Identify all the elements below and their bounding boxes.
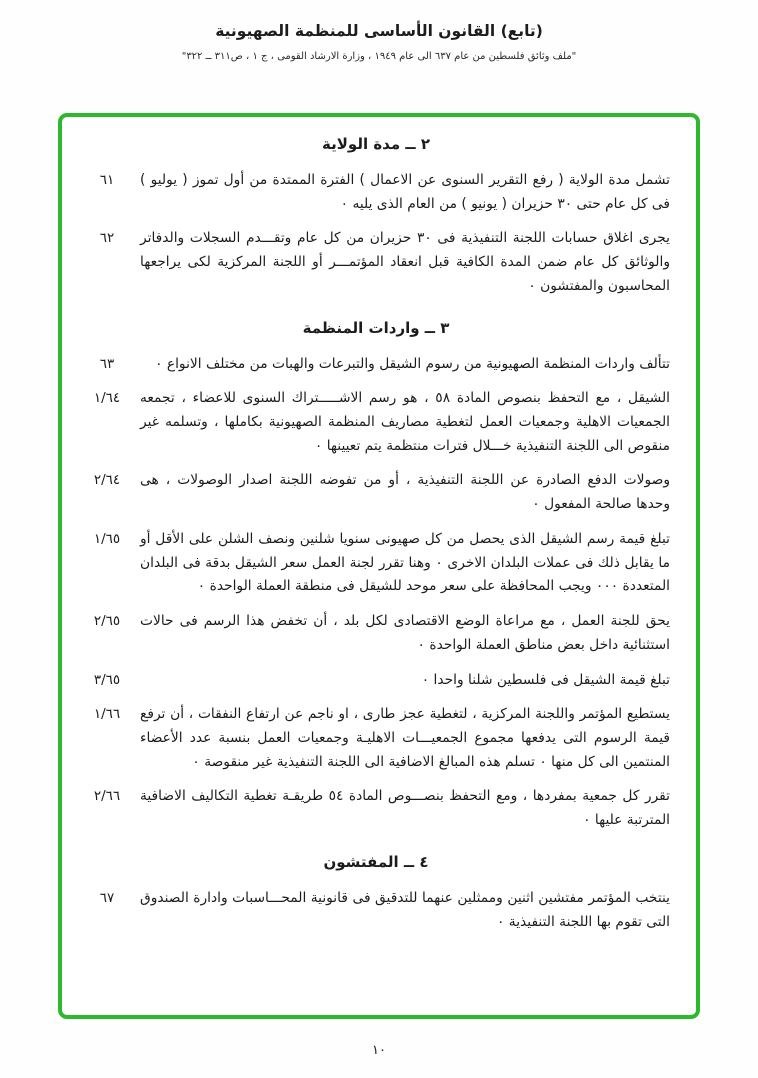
article-number: ٢/٦٥ [93, 613, 121, 630]
article-text: الشيقل ، مع التحفظ بنصوص المادة ٥٨ ، هو رسم الاشـــــتراك السنوى للاعضاء ، تجمعه الجمعيات الاهلية وجمعيات العمل لتغطية مصاريف المنظمة الصهيونية بكاملها ، وتسلمه غير منقوص الى اللجنة التنفيذية خـــلال فترات منتظمة يتم تعيينها ٠ [140, 390, 670, 454]
article-text: تقرر كل جمعية بمفردها ، ومع التحفظ بنصـــوص المادة ٥٤ طريقـة تغطية التكاليف الاضافية المترتبة عليها ٠ [140, 788, 671, 829]
section-inspectors [82, 853, 670, 934]
article-text: تتألف واردات المنظمة الصهيونية من رسوم الشيقل والتبرعات والهبات من مختلف الانواع ٠ [155, 355, 670, 372]
article-65-1 [82, 528, 670, 599]
article-text: يجرى اغلاق حسابات اللجنة التنفيذية فى ٣٠ حزيران من كل عام وتقـــدم السجلات والدفاتر والوثائق كل عام ضمن المدة الكافية قبل انعقاد المؤتمـــر أو اللجنة المركزية لكى يراجعها المحاسبون والمفتشون ٠ [140, 230, 670, 294]
article-64-1 [82, 387, 670, 458]
article-number: ٢/٦٤ [93, 472, 121, 489]
article-number: ٣/٦٥ [93, 671, 121, 688]
section-heading: ٢ ــ مدة الولاية [322, 135, 430, 153]
article-66-1 [82, 703, 670, 774]
article-61 [82, 169, 670, 216]
article-65-3 [82, 669, 670, 693]
article-number: ١/٦٥ [93, 530, 121, 547]
article-65-2 [82, 610, 670, 657]
article-number: ٦١ [99, 172, 115, 188]
section-heading: ٤ ــ المفتشون [323, 852, 429, 871]
article-number: ١/٦٤ [93, 390, 121, 407]
article-number: ٢/٦٦ [93, 788, 121, 805]
section-term-of-office [82, 135, 670, 299]
page-number: ١٠ [372, 1043, 386, 1058]
article-63 [82, 353, 670, 377]
article-text: تشمل مدة الولاية ( رفع التقرير السنوى عن الاعمال ) الفترة الممتدة من أول تموز ( يوليو ) فى كل عام حتى ٣٠ حزيران ( يونيو ) من العام الذى يليه ٠ [140, 172, 670, 212]
document-title: (تابع) القانون الأساسى للمنظمة الصهيونية [215, 22, 543, 40]
article-text: تبلغ قيمة الشيقل فى فلسطين شلنا واحدا ٠ [421, 671, 670, 688]
article-number: ٦٣ [99, 355, 115, 372]
content-frame [58, 113, 700, 1019]
document-header [0, 0, 758, 62]
section-organization-revenues [82, 319, 670, 833]
article-number: ٦٢ [99, 230, 115, 247]
article-text: يحق للجنة العمل ، مع مراعاة الوضع الاقتصادى لكل بلد ، أن تخفض هذا الرسم فى حالات استثنائية داخل بعض مناطق العملة الواحدة ٠ [140, 613, 670, 653]
section-heading: ٣ ــ واردات المنظمة [302, 318, 450, 337]
article-number: ٦٧ [99, 889, 115, 906]
article-67 [82, 887, 670, 934]
document-source-line: "ملف وثائق فلسطين من عام ٦٣٧ الى عام ١٩٤٩ ، وزارة الارشاد القومى ، ج ١ ، ص٣١١ ــ ٣٢٢" [181, 51, 577, 62]
article-text: ينتخب المؤتمر مفتشين اثنين وممثلين عنهما للتدقيق فى قانونية المحـــاسبات وادارة الصندوق التى تقوم بها اللجنة التنفيذية ٠ [140, 889, 670, 930]
article-64-2 [82, 469, 670, 516]
article-text: يستطيع المؤتمر واللجنة المركزية ، لتغطية عجز طارى ، او ناجم عن ارتفاع النفقات ، أن ترفع قيمة الرسوم التى يدفعها مجموع الجمعيـــات الاهليـة وجمعيات العمل بنسبة عدد الأعضاء المنتمين الى كل منها ٠ تسلم هذه المبالغ الاضافية الى اللجنة التنفيذية غير منقوصة ٠ [140, 706, 670, 770]
article-62 [82, 227, 670, 298]
article-text: تبلغ قيمة رسم الشيقل الذى يحصل من كل صهيونى سنويا شلنين ونصف الشلن على الأقل أو ما يقابل ذلك فى عملات البلدان الاخرى ٠ وهنا تقرر لجنة العمل سعر الشيقل بدقة فى البلدان المتعددة ٠٠٠ ويجب المحافظة على سعر موحد للشيقل فى منطقة العملة الواحدة ٠ [140, 530, 670, 595]
article-66-2 [82, 785, 670, 832]
article-number: ١/٦٦ [93, 706, 121, 723]
article-text: وصولات الدفع الصادرة عن اللجنة التنفيذية ، أو من تفوضه اللجنة اصدار الوصولات ، هى وحدها صالحة المفعول ٠ [140, 472, 670, 513]
